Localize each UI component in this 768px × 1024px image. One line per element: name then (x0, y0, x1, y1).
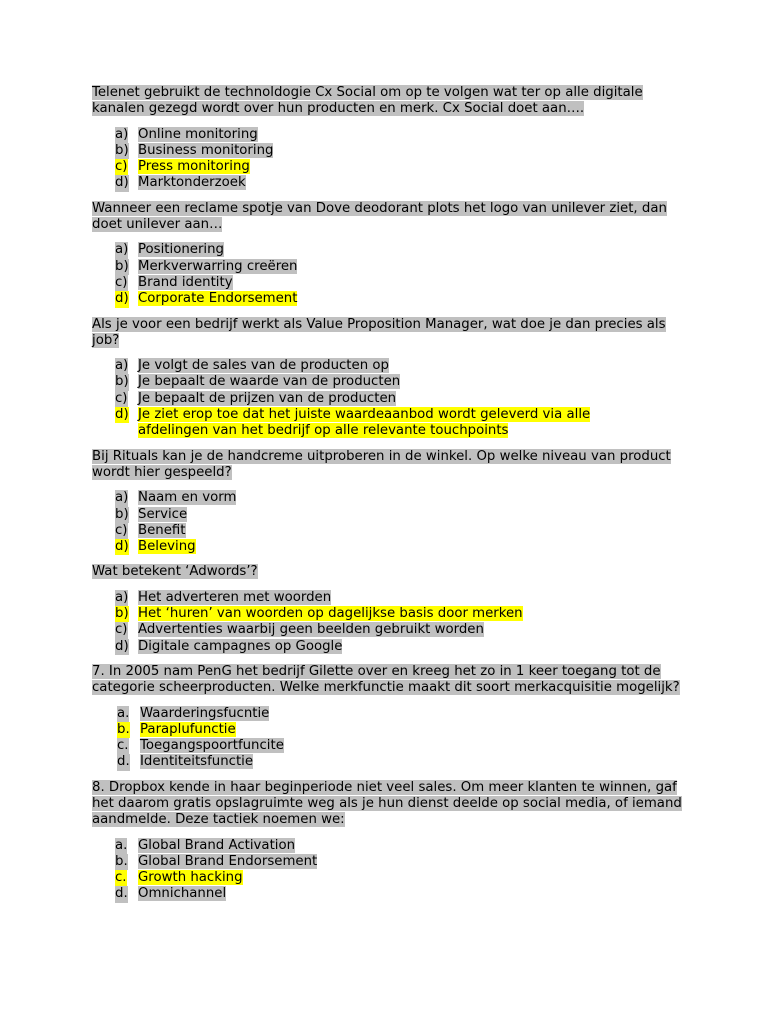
question-4 (92, 449, 692, 482)
option-marker: a) (115, 242, 129, 258)
option-text: Brand identity (138, 274, 233, 290)
option-d (92, 754, 692, 770)
option-marker: c. (117, 738, 129, 754)
question-1 (92, 85, 692, 118)
option-b (92, 374, 692, 390)
option-text: Naam en vorm (138, 490, 237, 506)
option-b-correct (92, 722, 692, 738)
option-text: Online monitoring (138, 126, 258, 142)
question-text: Als je voor een bedrijf werkt als Value Proposition Manager, wat doe je dan precies als job? (92, 316, 666, 348)
option-text: Benefit (138, 522, 186, 538)
option-d-correct (92, 539, 692, 555)
option-c (92, 738, 692, 754)
options-list (92, 242, 692, 307)
options-list (92, 838, 692, 903)
question-8 (92, 780, 692, 829)
option-c (92, 622, 692, 638)
option-b (92, 143, 692, 159)
option-text-continued: afdelingen van het bedrijf op alle relevante touchpoints (138, 423, 509, 439)
options-list (92, 358, 692, 439)
option-d (92, 886, 692, 902)
option-c (92, 391, 692, 407)
option-text: Marktonderzoek (138, 175, 246, 191)
option-marker: d) (115, 638, 129, 654)
option-c (92, 523, 692, 539)
option-a (92, 490, 692, 506)
options-list (92, 127, 692, 192)
option-b (92, 854, 692, 870)
option-a (92, 590, 692, 606)
option-d-correct (92, 407, 692, 440)
option-marker: c. (115, 870, 127, 886)
question-text: 7. In 2005 nam PenG het bedrijf Gilette over en kreeg het zo in 1 keer toegang tot de categorie scheerproducten. Welke merkfunctie maakt dit soort merkacquisitie mogelijk? (92, 663, 680, 696)
option-text: Press monitoring (138, 159, 250, 175)
option-text: Merkverwarring creëren (138, 258, 298, 274)
option-c-correct (92, 159, 692, 175)
option-marker: a) (115, 358, 129, 374)
option-text: Beleving (138, 539, 196, 555)
question-3 (92, 317, 692, 350)
option-marker: c) (115, 622, 128, 638)
option-marker: a. (115, 837, 128, 853)
question-text: Bij Rituals kan je de handcreme uitproberen in de winkel. Op welke niveau van product wordt hier gespeeld? (92, 448, 671, 480)
option-b (92, 507, 692, 523)
option-text: Je volgt de sales van de producten op (138, 358, 389, 374)
quiz-document (92, 85, 692, 912)
option-a (92, 242, 692, 258)
option-text: Je ziet erop toe dat het juiste waardeaanbod wordt geleverd via alle (138, 407, 591, 423)
option-b-correct (92, 606, 692, 622)
option-text: Het adverteren met woorden (138, 589, 332, 605)
option-marker: b. (115, 853, 128, 869)
option-marker: b) (115, 374, 129, 390)
options-list (92, 490, 692, 555)
option-text: Toegangspoortfuncite (140, 738, 284, 754)
option-marker: c) (115, 390, 128, 406)
option-text: Service (138, 506, 188, 522)
option-text: Positionering (138, 242, 224, 258)
option-b (92, 259, 692, 275)
option-d-correct (92, 291, 692, 307)
option-d (92, 639, 692, 655)
options-list (92, 706, 692, 771)
option-text: Digitale campagnes op Google (138, 638, 343, 654)
option-marker: c) (115, 274, 128, 290)
question-2 (92, 201, 692, 234)
option-marker: d) (115, 291, 129, 307)
option-text: Global Brand Endorsement (138, 853, 318, 869)
option-text: Growth hacking (138, 870, 243, 886)
option-a (92, 358, 692, 374)
option-marker: b) (115, 506, 129, 522)
option-marker: b) (115, 142, 129, 158)
options-list (92, 590, 692, 655)
option-marker: b) (115, 258, 129, 274)
option-text: Identiteitsfunctie (140, 754, 254, 770)
question-text: 8. Dropbox kende in haar beginperiode niet veel sales. Om meer klanten te winnen, gaf het daarom gratis opslagruimte weg als je hun dienst deelde op social media, of iemand aandmelde. Deze tactiek noemen we: (92, 779, 682, 828)
option-text: Je bepaalt de prijzen van de producten (138, 390, 397, 406)
question-text: Wanneer een reclame spotje van Dove deodorant plots het logo van unilever ziet, dan doet unilever aan… (92, 200, 667, 233)
option-a (92, 127, 692, 143)
option-text: Corporate Endorsement (138, 291, 298, 307)
option-a (92, 838, 692, 854)
option-marker: c) (115, 159, 128, 175)
option-text: Global Brand Activation (138, 837, 296, 853)
question-5 (92, 564, 692, 580)
option-marker: d. (117, 754, 130, 770)
option-marker: d) (115, 175, 129, 191)
option-text: Omnichannel (138, 886, 227, 902)
option-marker: b. (117, 721, 130, 737)
option-marker: b) (115, 606, 129, 622)
option-text: Je bepaalt de waarde van de producten (138, 374, 401, 390)
option-marker: c) (115, 522, 128, 538)
option-c-correct (92, 870, 692, 886)
option-marker: a) (115, 126, 129, 142)
option-text: Het ‘huren’ van woorden op dagelijkse basis door merken (138, 606, 523, 622)
option-c (92, 275, 692, 291)
option-text: Business monitoring (138, 142, 274, 158)
option-marker: d) (115, 407, 129, 423)
option-marker: d. (115, 886, 128, 902)
option-text: Advertenties waarbij geen beelden gebruikt worden (138, 622, 484, 638)
option-text: Paraplufunctie (140, 721, 236, 737)
option-marker: d) (115, 539, 129, 555)
question-7 (92, 664, 692, 697)
question-text: Wat betekent ‘Adwords’? (92, 564, 258, 580)
option-marker: a) (115, 490, 129, 506)
option-text: Waarderingsfucntie (140, 705, 270, 721)
option-marker: a) (115, 589, 129, 605)
option-d (92, 175, 692, 191)
option-a (92, 706, 692, 722)
option-marker: a. (117, 705, 130, 721)
question-text: Telenet gebruikt de technoldogie Cx Social om op te volgen wat ter op alle digitale kanalen gezegd wordt over hun producten en merk. Cx Social doet aan…. (92, 85, 643, 117)
